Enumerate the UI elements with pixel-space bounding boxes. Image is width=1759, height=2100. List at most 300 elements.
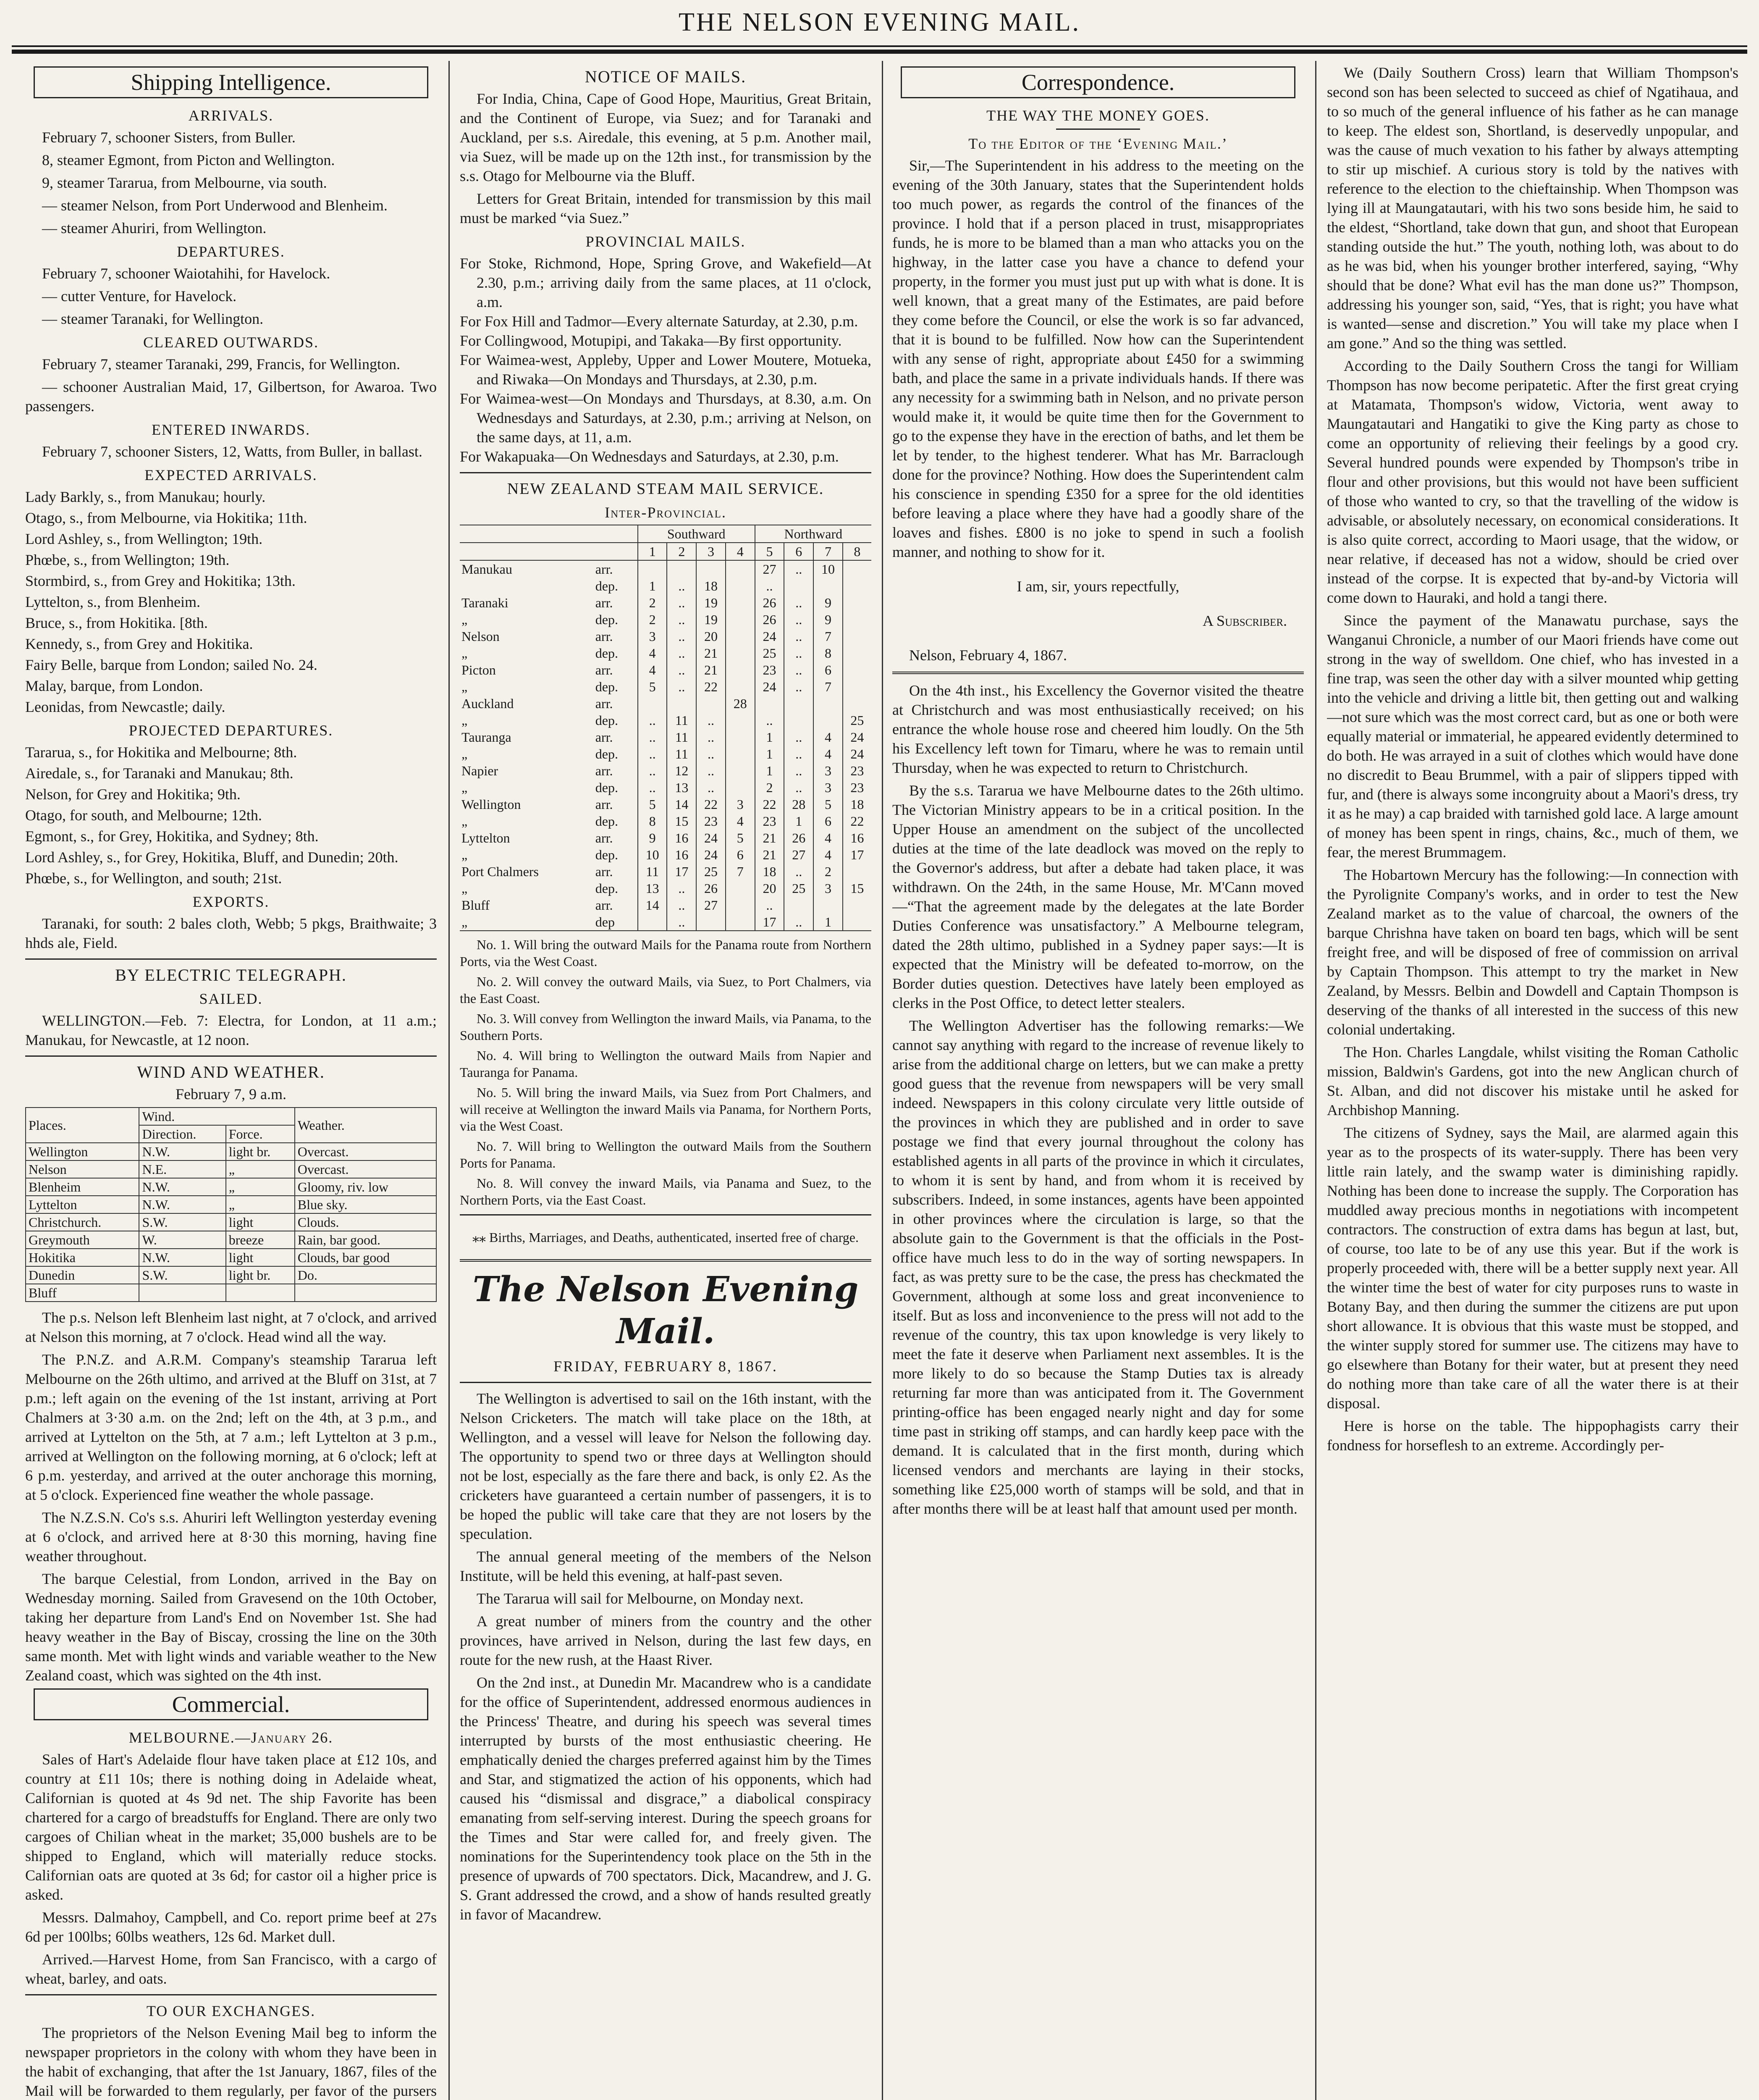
table-cell: N.W. [139, 1178, 225, 1196]
masthead: THE NELSON EVENING MAIL. [679, 8, 1080, 37]
table-cell: .. [696, 712, 726, 729]
table-header: Northward [755, 525, 871, 543]
shipping-paragraph: The N.Z.S.N. Co's s.s. Ahuriri left Wellington yesterday evening at 6 o'clock, and arrived here at 8·30 this morning, having fine weather throughout. [25, 1509, 437, 1564]
table-cell: light [226, 1249, 295, 1266]
table-cell: Port Chalmers [461, 864, 539, 879]
mail-note: No. 3. Will convey from Wellington the inward Mails, via Panama, to the Southern Ports. [460, 1011, 871, 1043]
table-cell [843, 897, 871, 914]
table-cell: .. [784, 863, 813, 880]
table-cell: 27 [755, 560, 784, 578]
exports-title: EXPORTS. [192, 893, 270, 910]
table-row [460, 762, 871, 779]
table-cell [784, 712, 813, 729]
list-item: Lord Ashley, s., from Wellington; 19th. [25, 530, 263, 547]
table-cell: 28 [726, 695, 755, 712]
table-row [26, 1231, 436, 1249]
divider [25, 958, 437, 960]
table-cell: 2 [755, 779, 784, 796]
table-cell: dep. [595, 847, 618, 862]
table-cell [784, 578, 813, 594]
table-cell: 1 [813, 914, 843, 931]
table-row [460, 746, 871, 762]
table-cell: N.E. [139, 1160, 225, 1178]
table-cell: 2 [638, 611, 667, 628]
table-cell: 9 [638, 830, 667, 846]
table-cell: .. [696, 762, 726, 779]
table-cell [726, 914, 755, 931]
table-cell: 10 [638, 846, 667, 863]
table-cell: Bluff [461, 898, 490, 913]
table-cell: dep. [595, 746, 618, 761]
steam-subtitle: Inter-Provincial. [605, 504, 726, 521]
table-cell: dep. [595, 612, 618, 627]
table-cell [726, 628, 755, 645]
news-paragraph: According to the Daily Southern Cross the tangi for William Thompson has now become peripatetic. After the first great crying at Matamata, Thompson's widow, Victoria, went away to Maungatautari and Hangatiki to give the King party as chose to come an opportunity of relieving their feelings by a good cry. Several hundred pounds were expended by Thompson's tribe in flour and other provisions, but this would not have been sufficient of those who wanted to cry, so that the travelling of the widow is advisable, or absolutely necessary, on economical considerations. It is also quite correct, according to Maori usage, that the widow, or near relative, if deceased has not a widow, should be cried over instead of the corpse. It is expected that by-and-by Victoria will come down to Hauraki, and hold a tangi there. [1327, 357, 1738, 606]
table-cell: 6 [813, 662, 843, 678]
list-item: Leonidas, from Newcastle; daily. [25, 698, 225, 715]
list-item: February 7, schooner Sisters, from Buller. [42, 129, 296, 146]
news-paragraph: The Hon. Charles Langdale, whilst visiting the Roman Catholic mission, Baldwin's Gardens, got into the new Anglican church of St. Alban, and did not discover his mistake until he asked for Archbishop Manning. [1327, 1044, 1738, 1118]
table-cell: 21 [696, 662, 726, 678]
table-cell: Dunedin [26, 1266, 139, 1284]
table-header: Places. [26, 1108, 139, 1143]
table-cell [843, 594, 871, 611]
table-header: Force. [226, 1125, 295, 1143]
table-cell: 22 [696, 796, 726, 813]
table-cell: 23 [843, 762, 871, 779]
entered-title: ENTERED INWARDS. [152, 421, 310, 438]
table-cell: 21 [696, 645, 726, 662]
table-cell: 11 [667, 729, 696, 746]
table-row [460, 897, 871, 914]
table-cell: 16 [667, 846, 696, 863]
table-cell: arr. [595, 864, 613, 879]
table-cell: arr. [595, 730, 613, 745]
table-cell: 15 [843, 880, 871, 897]
table-cell [726, 560, 755, 578]
list-item: Stormbird, s., from Grey and Hokitika; 13th. [25, 572, 296, 589]
table-cell: 4 [813, 846, 843, 863]
commercial-dateline: MELBOURNE.—January 26. [128, 1729, 333, 1746]
table-cell: .. [667, 678, 696, 695]
table-cell: dep. [595, 578, 618, 593]
table-cell: Clouds, bar good [295, 1249, 436, 1266]
table-cell: „ [226, 1196, 295, 1213]
table-cell: 25 [843, 712, 871, 729]
table-cell: 19 [696, 594, 726, 611]
news-paragraph: We (Daily Southern Cross) learn that William Thompson's second son has been selected to succeed as chief of Ngatihaua, and to so much of the general influence of his father as he can manage to keep. The eldest son, Shortland, is deservedly unpopular, and was the cause of much vexation to his father by always attempting to stir up mischief. A curious story is told by the natives with reference to the election to the chieftainship. When Thompson was lying ill at Maungatautari, with his two sons beside him, he said to the eldest, “Shortland, take down that gun, and shoot that European standing outside the hut.” The youth, nothing loth, was about to do as he was bid, when his younger brother interfered, saying, “Why should that be done? What evil has the man done us?” Thompson, addressing his younger son, said, “Yes, that is right; you have what is wanted—sense and discretion.” You will take my place when I am gone.” And so the thing was settled. [1327, 64, 1738, 352]
table-cell: .. [667, 594, 696, 611]
table-cell: 6 [726, 846, 755, 863]
table-row [460, 678, 871, 695]
table-cell: arr. [595, 662, 613, 677]
table-cell: .. [667, 914, 696, 931]
table-cell: light br. [226, 1143, 295, 1160]
table-cell: 23 [843, 779, 871, 796]
table-cell: 1 [784, 813, 813, 830]
table-cell [726, 662, 755, 678]
shipping-paragraph: The P.N.Z. and A.R.M. Company's steamship Tararua left Melbourne on the 26th ultimo, and arrived at the Bluff on 31st, at 7 p.m.; left again on the evening of the 1st instant, arriving at Port Chalmers at 3·30 a.m. on the 2nd; left on the 4th, at 3 p.m., and arrived at Lyttelton on the 5th, at 7 a.m.; left Lyttelton at 3 p.m., arrived at Wellington on the following morning, at 6 o'clock; left at 6 p.m. yesterday, and arrived at the outer anchorage this morning, at 5 o'clock. Experienced fine weather the whole passage. [25, 1351, 437, 1503]
table-cell: 24 [755, 678, 784, 695]
table-cell [843, 560, 871, 578]
table-cell: .. [638, 762, 667, 779]
divider [460, 472, 871, 473]
table-cell [667, 560, 696, 578]
table-cell: 5 [813, 796, 843, 813]
table-cell: W. [139, 1231, 225, 1249]
table-cell: arr. [595, 562, 613, 577]
provincial-title: PROVINCIAL MAILS. [585, 233, 746, 250]
table-cell: .. [784, 678, 813, 695]
list-item: Otago, s., from Melbourne, via Hokitika; 11th. [25, 509, 307, 526]
table-cell [726, 645, 755, 662]
correspondence-subheading: THE WAY THE MONEY GOES. [986, 107, 1210, 124]
table-cell [843, 695, 871, 712]
weather-title: WIND AND WEATHER. [137, 1063, 325, 1082]
table-cell: 26 [755, 611, 784, 628]
table-cell: 4 [638, 645, 667, 662]
weather-table [25, 1107, 437, 1302]
table-cell: 1 [638, 578, 667, 594]
arrivals-title: ARRIVALS. [188, 107, 274, 124]
mail-note: No. 1. Will bring the outward Mails for the Panama route from Northern Ports, via the West Coast. [460, 937, 871, 969]
list-item: Airedale, s., for Taranaki and Manukau; 8th. [25, 765, 294, 782]
divider [1056, 129, 1140, 130]
departures-title: DEPARTURES. [177, 243, 285, 260]
table-cell [726, 897, 755, 914]
table-cell: .. [696, 746, 726, 762]
table-cell: Greymouth [26, 1231, 139, 1249]
steam-title: NEW ZEALAND STEAM MAIL SERVICE. [507, 480, 824, 498]
letter-signature: A Subscriber. [1203, 612, 1287, 629]
table-cell [726, 880, 755, 897]
table-header: 7 [813, 543, 843, 560]
table-cell: dep [595, 914, 615, 929]
table-cell: dep. [595, 881, 618, 896]
table-cell: 11 [667, 746, 696, 762]
table-cell: .. [784, 662, 813, 678]
table-cell: 22 [755, 796, 784, 813]
table-cell [843, 678, 871, 695]
table-cell [726, 712, 755, 729]
letter-closing: I am, sir, yours repectfully, [1017, 578, 1180, 595]
table-cell: „ [461, 780, 468, 795]
table-header [460, 525, 638, 543]
shipping-heading: Shipping Intelligence. [34, 66, 428, 98]
table-cell: 4 [638, 662, 667, 678]
table-cell [784, 695, 813, 712]
table-cell: .. [667, 645, 696, 662]
table-cell: N.W. [139, 1249, 225, 1266]
table-cell: 28 [784, 796, 813, 813]
table-cell: Gloomy, riv. low [295, 1178, 436, 1196]
table-cell: 12 [667, 762, 696, 779]
table-cell: .. [784, 560, 813, 578]
list-item: Lord Ashley, s., for Grey, Hokitika, Bluff, and Dunedin; 20th. [25, 849, 398, 866]
table-cell [726, 578, 755, 594]
table-cell: 17 [755, 914, 784, 931]
table-cell: 21 [755, 846, 784, 863]
table-cell: 5 [726, 830, 755, 846]
sailed-text: WELLINGTON.—Feb. 7: Electra, for London, at 11 a.m.; Manukau, for Newcastle, at 12 noon. [25, 1012, 437, 1048]
table-cell: „ [461, 881, 468, 896]
correspondence-heading: Correspondence. [901, 66, 1295, 98]
mails-heading: NOTICE OF MAILS. [585, 67, 747, 86]
table-cell: „ [461, 746, 468, 761]
table-cell: .. [667, 897, 696, 914]
list-item: For Waimea-west, Appleby, Upper and Lower Moutere, Motueka, and Riwaka—On Mondays and Thursdays, at 2.30, p.m. [460, 352, 871, 388]
table-cell [726, 729, 755, 746]
table-row [460, 796, 871, 813]
table-row [460, 695, 871, 712]
table-cell: 1 [755, 729, 784, 746]
table-cell [696, 695, 726, 712]
table-cell: 16 [667, 830, 696, 846]
list-item: February 7, steamer Taranaki, 299, Francis, for Wellington. [42, 356, 401, 373]
table-cell: 24 [843, 729, 871, 746]
divider [460, 1259, 871, 1262]
commercial-heading: Commercial. [34, 1688, 428, 1720]
table-cell: dep. [595, 713, 618, 728]
table-cell: 22 [843, 813, 871, 830]
table-cell: 3 [638, 628, 667, 645]
table-cell: breeze [226, 1231, 295, 1249]
commercial-paragraph: Arrived.—Harvest Home, from San Francisco, with a cargo of wheat, barley, and oats. [25, 1951, 437, 1987]
editorial-paragraph: The Tararua will sail for Melbourne, on Monday next. [477, 1590, 804, 1607]
list-item: For Wakapuaka—On Wednesdays and Saturdays, at 2.30, p.m. [460, 448, 839, 465]
table-cell: „ [461, 679, 468, 694]
list-item: For Fox Hill and Tadmor—Every alternate Saturday, at 2.30, p.m. [460, 313, 858, 330]
column-divider [448, 61, 450, 2100]
list-item: Lyttelton, s., from Blenheim. [25, 593, 200, 610]
table-header [460, 543, 638, 560]
table-header: Southward [638, 525, 755, 543]
table-row [26, 1213, 436, 1231]
table-cell: 25 [784, 880, 813, 897]
table-cell: „ [461, 646, 468, 661]
table-cell: 23 [696, 813, 726, 830]
table-cell: 23 [755, 662, 784, 678]
table-cell: dep. [595, 814, 618, 829]
table-cell: 4 [813, 746, 843, 762]
table-cell: arr. [595, 696, 613, 711]
table-cell [843, 914, 871, 931]
table-cell: .. [638, 746, 667, 762]
editorial-title: The Nelson Evening Mail. [472, 1269, 859, 1352]
table-cell [696, 914, 726, 931]
table-row [460, 611, 871, 628]
table-cell: .. [667, 578, 696, 594]
table-cell: 1 [755, 762, 784, 779]
table-cell: Overcast. [295, 1143, 436, 1160]
table-cell: 2 [813, 863, 843, 880]
table-cell: S.W. [139, 1213, 225, 1231]
list-item: — cutter Venture, for Havelock. [42, 288, 237, 304]
table-cell: dep. [595, 679, 618, 694]
table-cell [813, 578, 843, 594]
commercial-paragraph: Sales of Hart's Adelaide flour have taken place at £12 10s, and country at £11 10s; there is nothing doing in Adelaide wheat, Californian is quoted at 4s 9d net. The ship Favorite has been chartered for a cargo of breadstuffs for England. There are only two cargoes of Chilian wheat in the market; 35,000 bushels are to be shipped to England, which will materially reduce stocks. Californian oats are quoted at 3s 6d; for castor oil a higher price is asked. [25, 1751, 437, 1903]
editorial-paragraph: A great number of miners from the country and the other provinces, have arrived in Nelson, during the last few days, en route for the new rush, at the Haast River. [460, 1613, 871, 1668]
table-cell: Clouds. [295, 1213, 436, 1231]
table-cell [726, 746, 755, 762]
table-row [26, 1266, 436, 1284]
table-cell: .. [784, 628, 813, 645]
list-item: February 7, schooner Sisters, 12, Watts, from Buller, in ballast. [42, 443, 422, 460]
letter-body: Sir,—The Superintendent in his address to the meeting on the evening of the 30th January, states that the Superintendent holds too much power, as regards the control of the finances of the province. I hold that if a person placed in trust, misappropriates funds, he is more to be blamed than a man who attacks you on the highway, in the latter case you have a chance to defend your property, in the former you must just put up with what is done. It is well known, that a great many of the Estimates, are paid before they come before the Council, or else the work is so far advanced, that it is bound to be fulfilled. Now how can the Superintendent with any sense of right, appropriate about £450 for a swimming bath, and place the same in a private individuals hands. If there was any necessity for a swimming bath in Nelson, and no private person would make it, it would be quite time then for the Government to go to the expense they have in the erection of baths, and let them be let by tender, to the highest tenderer. What has Mr. Barraclough done for the province? Nothing. How does the Superintendent calm his conscience in spending £350 for a spree for the old identities before leaving a place where they have had a goodly share of the loaves and fishes. £800 is no joke to spend in such a foolish manner, and nothing to show for it. [892, 157, 1304, 560]
table-cell: .. [667, 880, 696, 897]
table-cell: Blue sky. [295, 1196, 436, 1213]
letter-to: To the Editor of the ‘Evening Mail.’ [968, 135, 1228, 152]
table-header: 3 [696, 543, 726, 560]
shipping-paragraph: The p.s. Nelson left Blenheim last night, at 7 o'clock, and arrived at Nelson this morning, at 7 o'clock. Head wind all the way. [25, 1309, 437, 1345]
table-cell: „ [226, 1178, 295, 1196]
weather-date: February 7, 9 a.m. [176, 1086, 286, 1102]
table-row [460, 880, 871, 897]
table-cell: Manukau [461, 562, 512, 577]
news-paragraph: On the 4th inst., his Excellency the Governor visited the theatre at Christchurch and was most enthusiastically received; on his entrance the whole house rose and cheered him loudly. On the 5th his Excellency left town for Timaru, where he was to remain until Thursday, when he was expected to return to Christchurch. [892, 682, 1304, 776]
table-row [460, 628, 871, 645]
table-cell: 24 [755, 628, 784, 645]
table-cell: Christchurch. [26, 1213, 139, 1231]
table-cell: Taranaki [461, 595, 509, 610]
table-cell: Nelson [26, 1160, 139, 1178]
table-cell: Lyttelton [461, 830, 510, 845]
table-cell: 9 [813, 611, 843, 628]
mails-paragraph: Letters for Great Britain, intended for transmission by this mail must be marked “via Suez.” [460, 190, 871, 226]
table-cell: 14 [638, 897, 667, 914]
table-cell: .. [784, 746, 813, 762]
table-cell [139, 1284, 225, 1302]
column-divider [882, 61, 883, 2100]
table-header: 1 [638, 543, 667, 560]
table-cell: .. [784, 594, 813, 611]
list-item: For Waimea-west—On Mondays and Thursdays, at 8.30, a.m. On Wednesdays and Saturdays, at 2.30, p.m.; arriving at Nelson, on the same days, at 11, a.m. [460, 390, 871, 446]
table-cell: 22 [696, 678, 726, 695]
list-item: Egmont, s., for Grey, Hokitika, and Sydney; 8th. [25, 828, 319, 845]
table-cell: 17 [843, 846, 871, 863]
mail-note: No. 8. Will convey the inward Mails, via Panama and Suez, to the Northern Ports, via the East Coast. [460, 1176, 871, 1208]
table-cell: 3 [813, 779, 843, 796]
table-cell: S.W. [139, 1266, 225, 1284]
table-cell: 21 [755, 830, 784, 846]
table-cell: 25 [696, 863, 726, 880]
list-item: Bruce, s., from Hokitika. [8th. [25, 614, 208, 631]
table-cell [813, 712, 843, 729]
table-cell: „ [461, 914, 468, 929]
table-cell: Blenheim [26, 1178, 139, 1196]
table-cell: 15 [667, 813, 696, 830]
table-header: 8 [843, 543, 871, 560]
list-item: — steamer Nelson, from Port Underwood and Blenheim. [42, 197, 388, 214]
table-cell: arr. [595, 797, 613, 812]
table-cell: Nelson [461, 629, 500, 644]
table-cell [726, 678, 755, 695]
list-item: Fairy Belle, barque from London; sailed No. 24. [25, 656, 317, 673]
table-cell [726, 594, 755, 611]
table-cell: .. [784, 645, 813, 662]
mail-note: No. 7. Will bring to Wellington the outward Mails from the Southern Ports for Panama. [460, 1139, 871, 1171]
table-cell: .. [638, 729, 667, 746]
table-cell: Auckland [461, 696, 514, 711]
table-cell: light br. [226, 1266, 295, 1284]
table-cell: 2 [638, 594, 667, 611]
table-cell: .. [638, 779, 667, 796]
table-cell [696, 560, 726, 578]
table-header: Weather. [295, 1108, 436, 1143]
table-row [460, 813, 871, 830]
table-cell [813, 695, 843, 712]
editorial-paragraph: On the 2nd inst., at Dunedin Mr. Macandrew who is a candidate for the office of Superintendent, addressed enormous audiences in the Princess' Theatre, and during his speech was several times interrupted by bursts of the most enthusiastic cheering. He emphatically denied the charges preferred against him by the Times and Star, and stigmatized the action of his opponents, which had caused his “dismissal and disgrace,” a diabolical conspiracy emanating from self-serving interest. During the speech groans for the Times and Star were called for, and freely given. The nominations for the Superintendency took place on the 5th in the presence of upwards of 700 spectators. Dick, Macandrew, and J. G. S. Grant addressed the crowd, and a show of hands resulted greatly in favor of Macandrew. [460, 1674, 871, 1923]
table-cell: Napier [461, 763, 498, 778]
column-3 [892, 63, 1304, 2100]
table-cell: Wellington [26, 1143, 139, 1160]
table-cell: .. [696, 779, 726, 796]
divider [25, 1055, 437, 1057]
table-cell [638, 695, 667, 712]
table-cell: 16 [843, 830, 871, 846]
column-4 [1327, 63, 1738, 2100]
table-cell [226, 1284, 295, 1302]
telegraph-title: BY ELECTRIC TELEGRAPH. [115, 966, 347, 984]
table-header: 4 [726, 543, 755, 560]
divider [892, 672, 1304, 674]
table-cell: Hokitika [26, 1249, 139, 1266]
list-item: — steamer Taranaki, for Wellington. [42, 310, 264, 327]
table-cell: 11 [638, 863, 667, 880]
table-row [460, 846, 871, 863]
table-cell: 18 [843, 796, 871, 813]
table-cell [755, 695, 784, 712]
table-cell: arr. [595, 898, 613, 913]
table-cell: .. [784, 779, 813, 796]
table-cell: Rain, bar good. [295, 1231, 436, 1249]
list-item: Malay, barque, from London. [25, 677, 203, 694]
table-cell: 8 [638, 813, 667, 830]
list-item: — schooner Australian Maid, 17, Gilbertson, for Awaroa. Two passengers. [25, 378, 437, 415]
table-cell: 18 [696, 578, 726, 594]
exports-text: Taranaki, for south: 2 bales cloth, Webb; 5 pkgs, Braithwaite; 3 hhds ale, Field. [25, 915, 437, 951]
commercial-paragraph: Messrs. Dalmahoy, Campbell, and Co. report prime beef at 27s 6d per 100lbs; 60lbs weathers, 12s 6d. Market dull. [25, 1909, 437, 1945]
table-cell: 6 [813, 813, 843, 830]
list-item: Nelson, for Grey and Hokitika; 9th. [25, 786, 241, 803]
table-cell [726, 762, 755, 779]
table-cell: 5 [638, 678, 667, 695]
table-cell: 3 [813, 880, 843, 897]
table-cell: 24 [843, 746, 871, 762]
table-cell: .. [784, 729, 813, 746]
table-cell: 25 [755, 645, 784, 662]
table-cell: 4 [726, 813, 755, 830]
list-item: For Collingwood, Motupipi, and Takaka—By first opportunity. [460, 332, 842, 349]
table-row [26, 1249, 436, 1266]
table-cell [667, 695, 696, 712]
divider [25, 1994, 437, 1995]
column-divider [1315, 61, 1316, 2100]
list-item: Kennedy, s., from Grey and Hokitika. [25, 635, 253, 652]
table-cell: arr. [595, 595, 613, 610]
table-cell: N.W. [139, 1196, 225, 1213]
table-cell [726, 611, 755, 628]
table-cell: 17 [667, 863, 696, 880]
table-cell: 5 [638, 796, 667, 813]
table-cell: N.W. [139, 1143, 225, 1160]
table-row [460, 729, 871, 746]
table-cell: 10 [813, 560, 843, 578]
table-cell: 1 [755, 746, 784, 762]
steam-mail-table [460, 525, 871, 931]
table-cell: „ [461, 814, 468, 829]
editorial-date: FRIDAY, FEBRUARY 8, 1867. [553, 1358, 778, 1375]
